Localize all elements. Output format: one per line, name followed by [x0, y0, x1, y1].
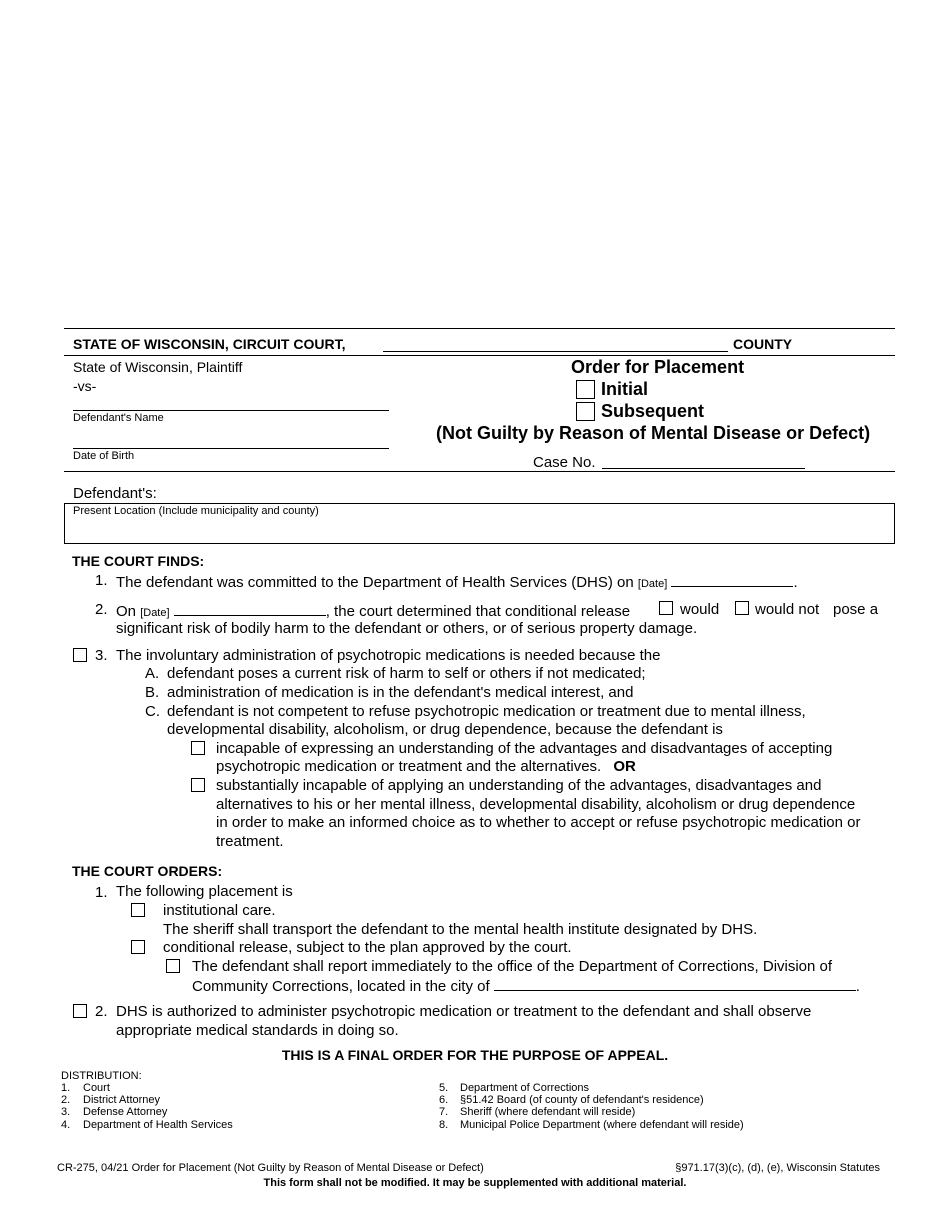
plaintiff-label: State of Wisconsin, Plaintiff	[73, 359, 243, 375]
defendant-label: Defendant's:	[73, 485, 157, 502]
court-finds-heading: THE COURT FINDS:	[72, 553, 205, 569]
finding-3-number: 3.	[95, 647, 108, 664]
finding-2-on: On	[116, 603, 137, 620]
finding-2-line2: significant risk of bodily harm to the defendant or others, or of serious property damage.	[116, 620, 698, 637]
form-title: Order for Placement	[571, 357, 745, 377]
distribution-left-2-num: 2.	[61, 1094, 71, 1106]
finding-2-text: , the court determined that conditional release	[325, 603, 631, 620]
finding-1-number: 1.	[95, 572, 108, 589]
initial-label: Initial	[601, 379, 649, 399]
finding-3b-text: administration of medication is in the defendant's medical interest, and	[167, 684, 634, 701]
institutional-care-label: institutional care.	[163, 902, 276, 919]
order-1-number: 1.	[95, 884, 108, 901]
report-doc-line2-text: Community Corrections, located in the city of	[192, 978, 490, 995]
defendant-name-line[interactable]	[73, 410, 389, 411]
distribution-right-8: Municipal Police Department (where defendant will reside)	[460, 1119, 744, 1131]
finding-1-text: The defendant was committed to the Department of Health Services (DHS) on	[116, 574, 634, 591]
distribution-left-2: District Attorney	[83, 1094, 161, 1106]
date-tag: [Date]	[637, 578, 668, 590]
order-2-line2: appropriate medical standards in doing so.	[116, 1022, 399, 1039]
distribution-left-3-num: 3.	[61, 1106, 71, 1118]
distribution-left-4-num: 4.	[61, 1119, 71, 1131]
report-doc-line1: The defendant shall report immediately to the office of the Department of Corrections, Division of	[192, 958, 833, 975]
finding-3-text: The involuntary administration of psychotropic medications is needed because the	[116, 647, 661, 664]
county-name-line[interactable]	[383, 351, 728, 352]
incapable-expressing-checkbox[interactable]	[191, 741, 205, 755]
final-order-notice: THIS IS A FINAL ORDER FOR THE PURPOSE OF APPEAL.	[281, 1047, 669, 1063]
institutional-care-checkbox[interactable]	[131, 903, 145, 917]
form-id: CR-275, 04/21 Order for Placement (Not Guilty by Reason of Mental Disease or Defect)	[57, 1162, 484, 1174]
pose-a-label: pose a	[833, 601, 879, 618]
distribution-left-1-num: 1.	[61, 1082, 71, 1094]
distribution-right-7-num: 7.	[439, 1106, 449, 1118]
court-label: STATE OF WISCONSIN, CIRCUIT COURT,	[73, 336, 346, 352]
distribution-left-3: Defense Attorney	[83, 1106, 168, 1118]
top-rule	[64, 328, 895, 329]
would-not-checkbox[interactable]	[735, 601, 749, 615]
would-not-label: would not	[755, 601, 820, 618]
conditional-release-label: conditional release, subject to the plan approved by the court.	[163, 939, 572, 956]
or-label: OR	[613, 758, 636, 775]
date-tag: [Date]	[140, 607, 170, 619]
present-location-label: Present Location (Include municipality and county)	[73, 505, 319, 517]
header-rule	[64, 355, 895, 356]
city-field[interactable]	[494, 976, 856, 991]
finding-3c-letter: C.	[145, 703, 160, 720]
form-subtitle: (Not Guilty by Reason of Mental Disease or Defect)	[436, 423, 871, 443]
finding-3c-line1: defendant is not competent to refuse psychotropic medication or treatment due to mental illness,	[167, 703, 806, 720]
distribution-right-6-num: 6.	[439, 1094, 449, 1106]
substantially-incapable-line2: alternatives to his or her mental illness, developmental disability, alcoholism or drug dependence	[216, 796, 856, 813]
dob-label: Date of Birth	[73, 450, 135, 462]
distribution-left-1: Court	[83, 1082, 110, 1094]
substantially-incapable-line3: in order to make an informed choice as to whether to accept or refuse psychotropic medication or	[216, 814, 861, 831]
substantially-incapable-line1: substantially incapable of applying an understanding of the advantages, disadvantages and	[216, 777, 822, 794]
substantially-incapable-checkbox[interactable]	[191, 778, 205, 792]
distribution-left-4: Department of Health Services	[83, 1119, 233, 1131]
court-orders-heading: THE COURT ORDERS:	[72, 863, 223, 879]
conditional-release-checkbox[interactable]	[131, 940, 145, 954]
order-2-checkbox[interactable]	[73, 1004, 87, 1018]
county-label: COUNTY	[733, 336, 793, 352]
commitment-date-field[interactable]	[671, 572, 793, 587]
statute-reference: §971.17(3)(c), (d), (e), Wisconsin Statutes	[675, 1162, 880, 1174]
subsequent-checkbox[interactable]	[576, 402, 595, 421]
modification-notice: This form shall not be modified. It may be supplemented with additional material.	[263, 1177, 687, 1189]
would-checkbox[interactable]	[659, 601, 673, 615]
dob-line[interactable]	[73, 448, 389, 449]
report-doc-checkbox[interactable]	[166, 959, 180, 973]
case-no-line[interactable]	[602, 468, 805, 469]
order-1-text: The following placement is	[116, 883, 293, 900]
vs-label: -vs-	[73, 378, 97, 394]
incapable-expressing-line1: incapable of expressing an understanding of the advantages and disadvantages of accepting	[216, 740, 833, 757]
finding-1: The defendant was committed to the Department of Health Services (DHS) on [Date] .	[116, 574, 798, 591]
finding-3-checkbox[interactable]	[73, 648, 87, 662]
case-no-label: Case No.	[533, 454, 596, 471]
finding-2-number: 2.	[95, 601, 108, 618]
distribution-right-5: Department of Corrections	[460, 1082, 589, 1094]
would-label: would	[680, 601, 720, 618]
finding-3a-letter: A.	[145, 665, 160, 682]
determination-date-field[interactable]	[174, 601, 326, 616]
finding-3a-text: defendant poses a current risk of harm to self or others if not medicated;	[167, 665, 646, 682]
finding-3c-line2: developmental disability, alcoholism, or drug dependence, because the defendant is	[167, 721, 723, 738]
incapable-expressing-line2-text: psychotropic medication or treatment and the alternatives.	[216, 758, 602, 775]
distribution-right-8-num: 8.	[439, 1119, 449, 1131]
distribution-right-6: §51.42 Board (of county of defendant's residence)	[460, 1094, 704, 1106]
defendant-name-label: Defendant's Name	[73, 412, 164, 424]
distribution-right-5-num: 5.	[439, 1082, 449, 1094]
subsequent-label: Subsequent	[601, 401, 705, 421]
sheriff-transport-text: The sheriff shall transport the defendant to the mental health institute designated by DHS.	[163, 921, 758, 938]
substantially-incapable-line4: treatment.	[216, 833, 284, 850]
caption-rule	[64, 471, 895, 472]
order-2-number: 2.	[95, 1003, 108, 1020]
finding-3b-letter: B.	[145, 684, 160, 701]
distribution-label: DISTRIBUTION:	[61, 1070, 142, 1082]
distribution-right-7: Sheriff (where defendant will reside)	[460, 1106, 636, 1118]
report-doc-line2: Community Corrections, located in the city of .	[192, 978, 860, 995]
finding-2-line1	[116, 601, 630, 622]
initial-checkbox[interactable]	[576, 380, 595, 399]
incapable-expressing-line2	[216, 758, 636, 776]
order-2-line1: DHS is authorized to administer psychotropic medication or treatment to the defendant and shall observe	[116, 1003, 812, 1020]
